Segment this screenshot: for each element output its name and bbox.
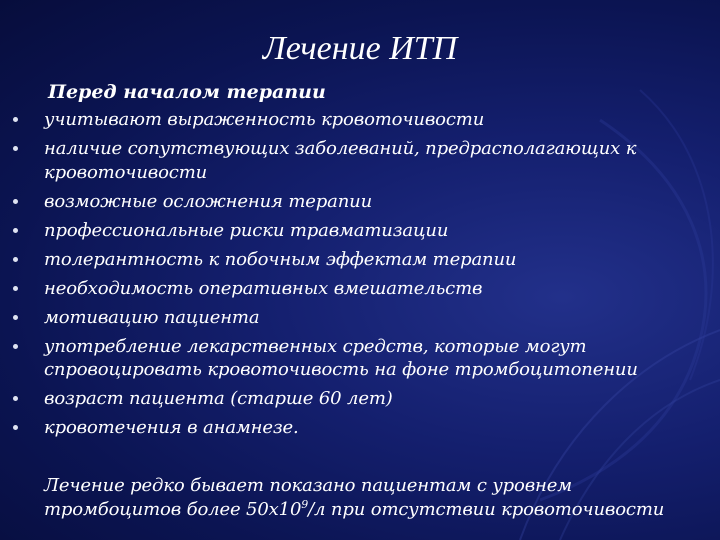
list-item-text: профессиональные риски травматизации xyxy=(44,219,449,241)
slide-title: Лечение ИТП xyxy=(262,30,458,67)
list-item xyxy=(0,137,720,184)
bullet-icon xyxy=(13,425,18,430)
list-item xyxy=(0,190,720,214)
list-item xyxy=(0,277,720,301)
footer-superscript: 9 xyxy=(301,497,309,511)
bullet-icon xyxy=(13,315,18,320)
bullet-icon xyxy=(13,344,18,349)
list-item xyxy=(0,306,720,330)
bullet-icon xyxy=(13,199,18,204)
list-item xyxy=(0,416,720,440)
bullet-icon xyxy=(13,228,18,233)
list-item-text: учитывают выраженность кровоточивости xyxy=(44,109,485,130)
list-item xyxy=(0,108,720,132)
bullet-icon xyxy=(13,257,18,262)
bullet-icon xyxy=(13,286,18,291)
footer-note xyxy=(44,474,714,521)
list-item xyxy=(0,248,720,272)
list-item-text: кровотечения в анамнезе. xyxy=(44,417,299,438)
list-item-text: необходимость оперативных вмешательств xyxy=(44,277,483,299)
footer-text-before: Лечение редко бывает показано пациентам с уровнем тромбоцитов более 50х10 xyxy=(44,475,573,520)
slide-subtitle: Перед началом терапии xyxy=(48,81,326,103)
bullet-icon xyxy=(13,146,18,151)
bullet-icon xyxy=(13,396,18,401)
list-item-text: возраст пациента (старше 60 лет) xyxy=(44,388,393,409)
list-item-text: возможные осложнения терапии xyxy=(44,190,373,212)
list-item-text: употребление лекарственных средств, которые могут спровоцировать кровоточивость на фоне тромбоцитопении xyxy=(44,335,638,380)
footer-text-after: /л при отсутствии кровоточивости xyxy=(308,498,665,520)
list-item xyxy=(0,387,720,411)
list-item-text: наличие сопутствующих заболеваний, предрасполагающих к кровоточивости xyxy=(44,138,637,183)
bullet-icon xyxy=(13,117,18,122)
list-item xyxy=(0,335,720,382)
bullet-list xyxy=(0,108,720,445)
list-item xyxy=(0,219,720,243)
list-item-text: мотивацию пациента xyxy=(44,306,260,328)
list-item-text: толерантность к побочным эффектам терапии xyxy=(44,248,517,270)
